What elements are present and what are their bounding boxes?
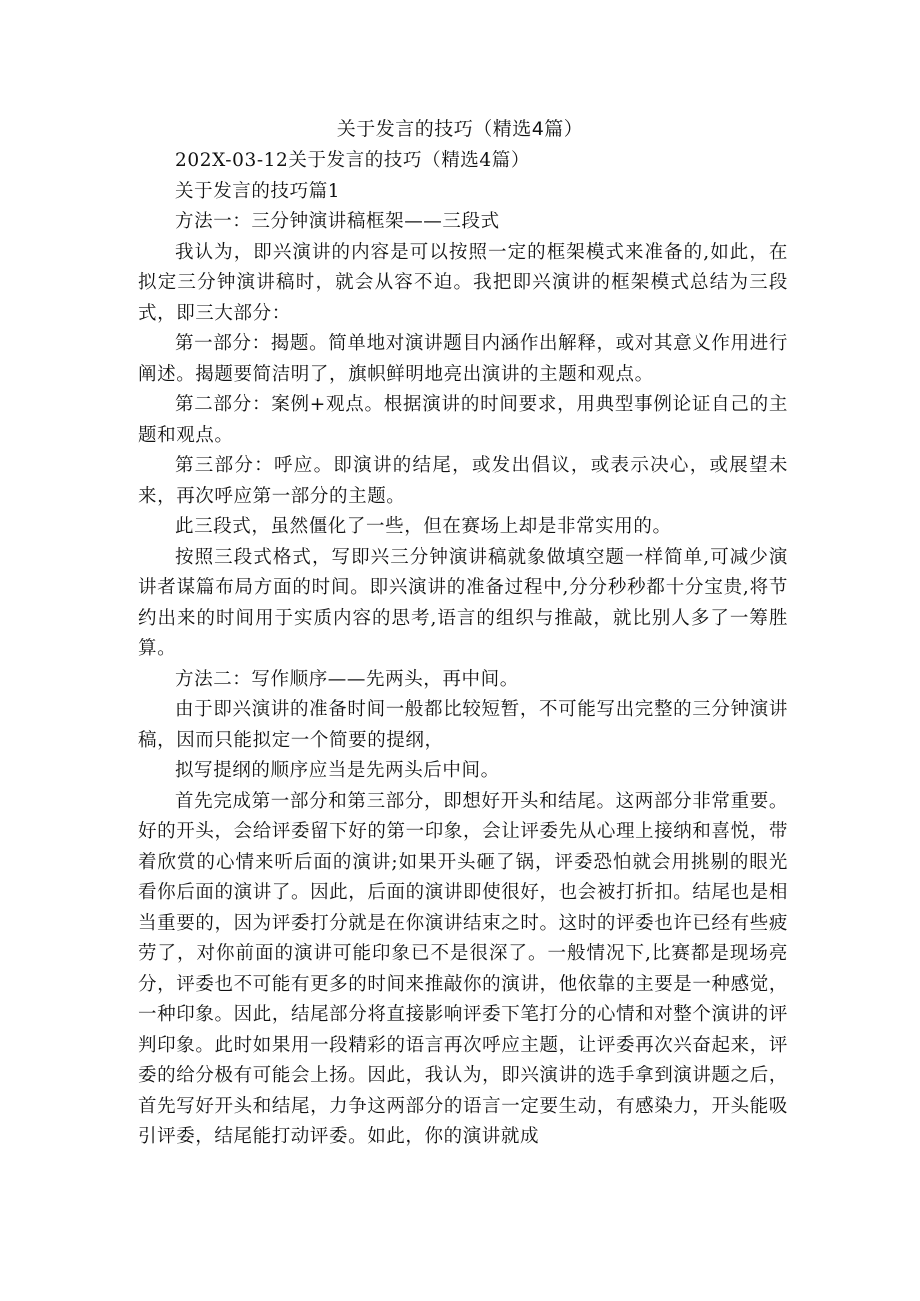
paragraph: 按照三段式格式，写即兴三分钟演讲稿就象做填空题一样简单,可减少演讲者谋篇布局方面的时间。即兴演讲的准备过程中,分分秒秒都十分宝贵,将节约出来的时间用于实质内容的思考,语言的组织与推敲，就比别人多了一筹胜算。 — [138, 546, 788, 659]
paragraph: 第一部分：揭题。简单地对演讲题目内涵作出解释，或对其意义作用进行阐述。揭题要简洁明了，旗帜鲜明地亮出演讲的主题和观点。 — [138, 333, 788, 385]
document-body — [138, 146, 788, 1153]
paragraph: 第三部分：呼应。即演讲的结尾，或发出倡议，或表示决心，或展望未来，再次呼应第一部分的主题。 — [138, 455, 788, 507]
paragraph: 拟写提纲的顺序应当是先两头后中间。 — [175, 760, 500, 781]
method-heading-2: 方法二：写作顺序——先两头，再中间。 — [175, 668, 519, 690]
paragraph: 我认为，即兴演讲的内容是可以按照一定的框架模式来准备的,如此，在拟定三分钟演讲稿时，就会从容不迫。我把即兴演讲的框架模式总结为三段式，即三大部分： — [138, 241, 788, 324]
paragraph: 此三段式，虽然僵化了一些，但在赛场上却是非常实用的。 — [175, 516, 672, 537]
paragraph: 第二部分：案例+观点。根据演讲的时间要求，用典型事例论证自己的主题和观点。 — [138, 394, 788, 446]
date-line: 202X-03-12关于发言的技巧（精选4篇） — [175, 150, 530, 171]
section-heading: 关于发言的技巧篇1 — [175, 180, 341, 202]
method-heading-1: 方法一：三分钟演讲稿框架——三段式 — [175, 211, 500, 232]
paragraph: 由于即兴演讲的准备时间一般都比较短暂，不可能写出完整的三分钟演讲稿，因而只能拟定一个简要的提纲， — [138, 699, 788, 751]
document-title: 关于发言的技巧（精选4篇） — [336, 118, 584, 140]
paragraph: 首先完成第一部分和第三部分，即想好开头和结尾。这两部分非常重要。好的开头，会给评委留下好的第一印象，会让评委先从心理上接纳和喜悦，带着欣赏的心情来听后面的演讲;如果开头砸了锅，评委恐怕就会用挑剔的眼光看你后面的演讲了。因此，后面的演讲即使很好，也会被打折扣。结尾也是相当重要的，因为评委打分就是在你演讲结束之时。这时的评委也许已经有些疲劳了，对你前面的演讲可能印象已不是很深了。一般情况下,比赛都是现场亮分，评委也不可能有更多的时间来推敲你的演讲，他依靠的主要是一种感觉，一种印象。因此，结尾部分将直接影响评委下笔打分的心情和对整个演讲的评判印象。此时如果用一段精彩的语言再次呼应主题，让评委再次兴奋起来，评委的给分极有可能会上扬。因此，我认为，即兴演讲的选手拿到演讲题之后，首先写好开头和结尾，力争这两部分的语言一定要生动，有感染力，开头能吸引评委，结尾能打动评委。如此，你的演讲就成 — [138, 790, 788, 1147]
